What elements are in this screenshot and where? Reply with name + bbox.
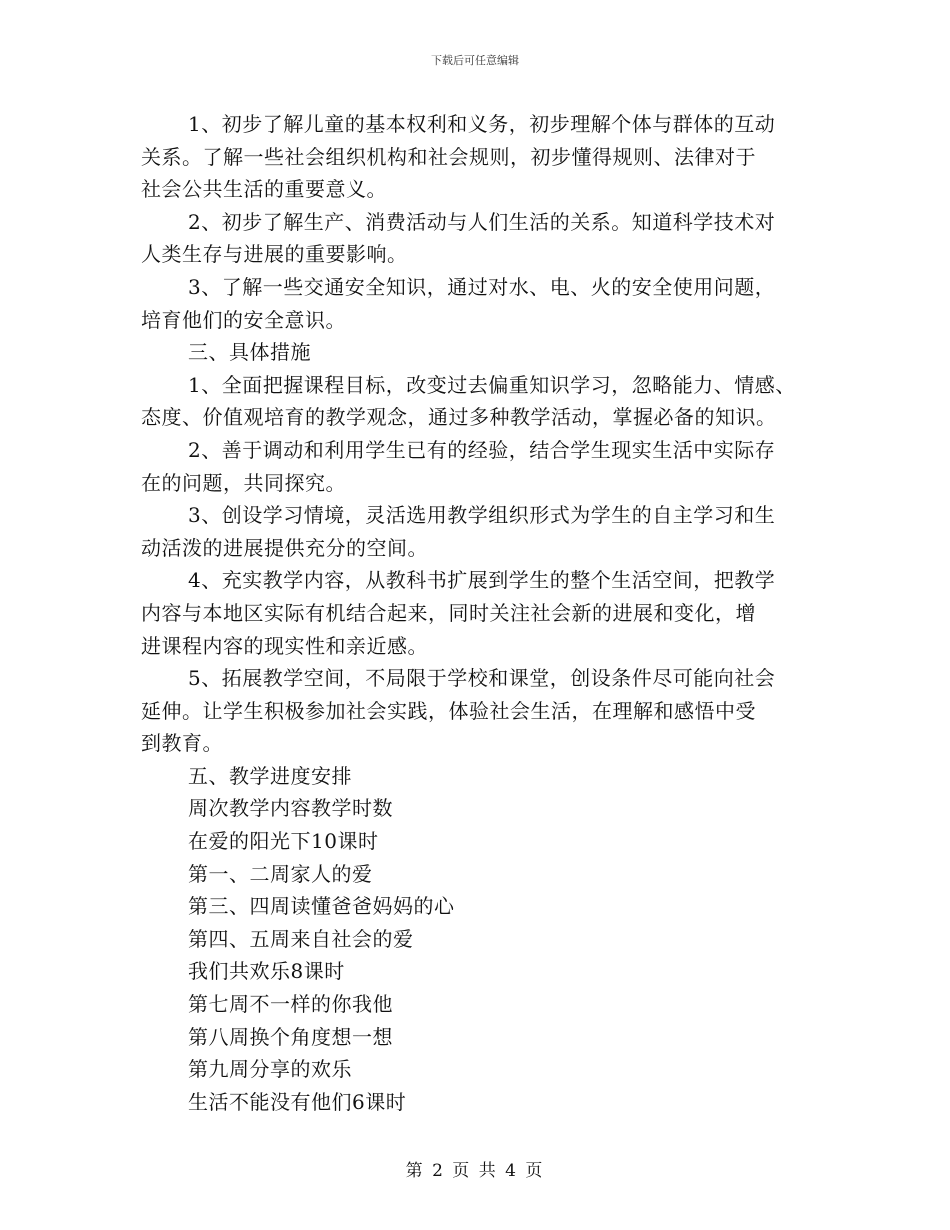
document-body (141, 108, 821, 1118)
text-line: 内容与本地区实际有机结合起来，同时关注社会新的进展和变化，增 (141, 600, 756, 625)
text-line: 人类生存与进展的重要影响。 (141, 242, 408, 267)
text-line: 延伸。让学生积极参加社会实践，体验社会生活，在理解和感悟中受 (141, 698, 756, 723)
text-line: 在爱的阳光下10课时 (188, 829, 379, 854)
text-line: 第一、二周家人的爱 (188, 861, 373, 886)
text-line: 三、具体措施 (188, 340, 311, 365)
text-line: 生活不能没有他们6课时 (188, 1089, 407, 1114)
text-line: 社会公共生活的重要意义。 (141, 177, 387, 202)
text-line: 五、教学进度安排 (188, 763, 352, 788)
text-line: 在的问题，共同探究。 (141, 470, 346, 495)
text-line: 关系。了解一些社会组织机构和社会规则，初步懂得规则、法律对于 (141, 144, 756, 169)
text-line: 第八周换个角度想一想 (188, 1024, 393, 1049)
text-line: 第四、五周来自社会的爱 (188, 926, 414, 951)
text-line: 进课程内容的现实性和亲近感。 (141, 633, 428, 658)
text-line: 态度、价值观培育的教学观念，通过多种教学活动，掌握必备的知识。 (141, 405, 777, 430)
text-line: 3、创设学习情境，灵活选用教学组织形式为学生的自主学习和生 (188, 503, 776, 528)
page-header-note: 下载后可任意编辑 (431, 54, 519, 67)
text-line: 我们共欢乐8课时 (188, 959, 345, 984)
text-line: 到教育。 (141, 731, 223, 756)
text-line: 1、初步了解儿童的基本权利和义务，初步理解个体与群体的互动 (188, 112, 776, 136)
text-line: 周次教学内容教学时数 (188, 796, 393, 821)
text-line: 第七周不一样的你我他 (188, 992, 393, 1017)
text-line: 4、充实教学内容，从教科书扩展到学生的整个生活空间，把教学 (188, 568, 776, 593)
text-line: 动活泼的进展提供充分的空间。 (141, 535, 428, 560)
text-line: 第九周分享的欢乐 (188, 1057, 352, 1082)
text-line: 1、全面把握课程目标，改变过去偏重知识学习，忽略能力、情感、 (188, 372, 796, 397)
page-number: 第 2 页 共 4 页 (405, 1161, 545, 1181)
text-line: 2、初步了解生产、消费活动与人们生活的关系。知道科学技术对 (188, 209, 776, 234)
text-line: 3、了解一些交通安全知识，通过对水、电、火的安全使用问题， (188, 274, 776, 299)
text-line: 培育他们的安全意识。 (141, 307, 346, 332)
text-line: 第三、四周读懂爸爸妈妈的心 (188, 894, 455, 919)
text-line: 2、善于调动和利用学生已有的经验，结合学生现实生活中实际存 (188, 437, 776, 462)
text-line: 5、拓展教学空间，不局限于学校和课堂，创设条件尽可能向社会 (188, 666, 776, 691)
